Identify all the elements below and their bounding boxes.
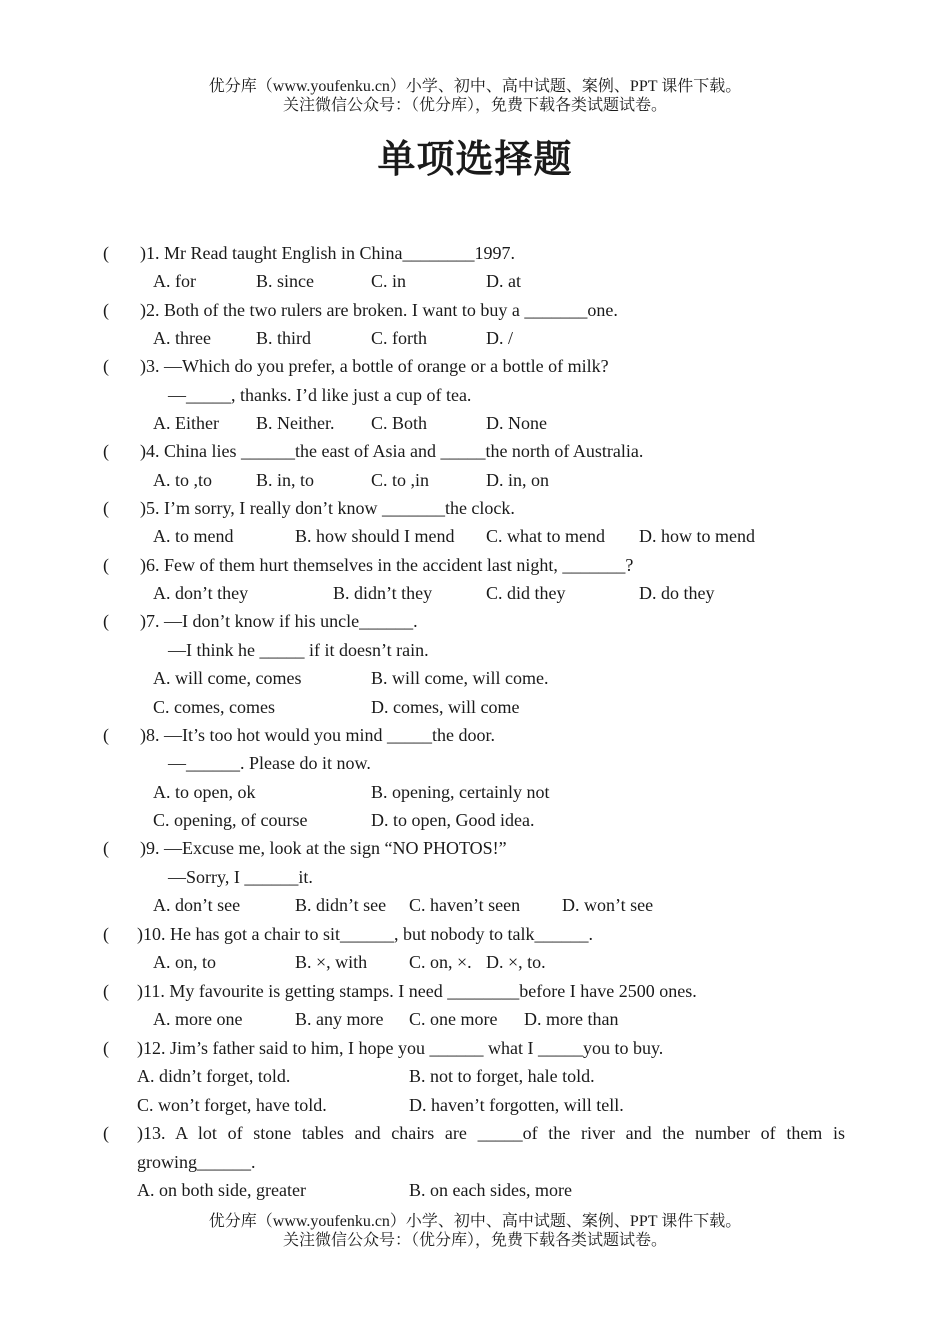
answer-bracket: ( <box>103 356 109 376</box>
option-b: B. on each sides, more <box>409 1180 572 1200</box>
option-c: C. in <box>371 271 407 291</box>
question-stem: )8. —It’s too hot would you mind _____the door. <box>140 725 495 745</box>
option-b: B. opening, certainly not <box>371 782 550 802</box>
option-b: B. any more <box>295 1009 384 1029</box>
option-c: C. one more <box>409 1009 498 1029</box>
answer-bracket: ( <box>103 555 109 575</box>
option-a: A. to mend <box>153 526 234 546</box>
question-reply: —I think he _____ if it doesn’t rain. <box>168 640 429 660</box>
option-d: D. at <box>486 271 521 291</box>
option-a: A. didn’t forget, told. <box>137 1066 291 1086</box>
option-a: A. more one <box>153 1009 243 1029</box>
question-stem: )3. —Which do you prefer, a bottle of orange or a bottle of milk? <box>140 356 609 376</box>
question-stem: )10. He has got a chair to sit______, but nobody to talk______. <box>137 924 593 944</box>
option-a: A. don’t see <box>153 895 241 915</box>
option-b: B. since <box>256 271 314 291</box>
option-a: A. Either <box>153 413 219 433</box>
answer-bracket: ( <box>103 981 109 1001</box>
option-d: D. in, on <box>486 470 549 490</box>
question-stem: )5. I’m sorry, I really don’t know _______the clock. <box>140 498 515 518</box>
option-c: C. won’t forget, have told. <box>137 1095 327 1115</box>
question-stem: )13. A lot of stone tables and chairs are _____of the river and the number of them is <box>137 1123 845 1143</box>
answer-bracket: ( <box>103 441 109 461</box>
option-b: B. not to forget, hale told. <box>409 1066 595 1086</box>
answer-bracket: ( <box>103 725 109 745</box>
option-c: C. haven’t seen <box>409 895 521 915</box>
answer-bracket: ( <box>103 498 109 518</box>
question-stem: )12. Jim’s father said to him, I hope you ______ what I _____you to buy. <box>137 1038 664 1058</box>
question-reply: —Sorry, I ______it. <box>168 867 313 887</box>
option-a: A. to ,to <box>153 470 213 490</box>
option-d: D. to open, Good idea. <box>371 810 535 830</box>
question-stem: )1. Mr Read taught English in China________1997. <box>140 243 515 263</box>
option-c: C. comes, comes <box>153 697 275 717</box>
option-c: C. what to mend <box>486 526 605 546</box>
footer-line-1: 优分库（www.youfenku.cn）小学、初中、高中试题、案例、PPT 课件下载。 <box>208 1213 742 1230</box>
option-c: C. on, ×. <box>409 952 472 972</box>
option-d: D. ×, to. <box>486 952 546 972</box>
answer-bracket: ( <box>103 1038 109 1058</box>
option-d: D. more than <box>524 1009 619 1029</box>
header-line-2: 关注微信公众号：（优分库），免费下载各类试题试卷。 <box>282 97 667 114</box>
option-c: C. opening, of course <box>153 810 308 830</box>
option-c: C. Both <box>371 413 428 433</box>
question-stem: )4. China lies ______the east of Asia and _____the north of Australia. <box>140 441 644 461</box>
question-stem: )7. —I don’t know if his uncle______. <box>140 611 418 631</box>
question-stem: )9. —Excuse me, look at the sign “NO PHOTOS!” <box>140 838 507 858</box>
option-d: D. won’t see <box>562 895 654 915</box>
option-a: A. on both side, greater <box>137 1180 306 1200</box>
option-c: C. did they <box>486 583 566 603</box>
answer-bracket: ( <box>103 300 109 320</box>
page-footer <box>0 1212 950 1250</box>
answer-bracket: ( <box>103 1123 109 1143</box>
page-title: 单项选择题 <box>377 137 573 181</box>
option-d: D. haven’t forgotten, will tell. <box>409 1095 624 1115</box>
option-b: B. third <box>256 328 312 348</box>
option-b: B. didn’t they <box>333 583 433 603</box>
option-b: B. didn’t see <box>295 895 387 915</box>
option-a: A. three <box>153 328 211 348</box>
question-stem: )2. Both of the two rulers are broken. I want to buy a _______one. <box>140 300 618 320</box>
option-c: C. forth <box>371 328 427 348</box>
question-reply: —_____, thanks. I’d like just a cup of tea. <box>168 385 472 405</box>
option-b: B. in, to <box>256 470 315 490</box>
option-d: D. None <box>486 413 547 433</box>
option-d: D. comes, will come <box>371 697 520 717</box>
option-b: B. ×, with <box>295 952 368 972</box>
option-a: A. will come, comes <box>153 668 302 688</box>
question-stem-continued: growing______. <box>137 1152 256 1172</box>
question-stem: )11. My favourite is getting stamps. I need ________before I have 2500 ones. <box>137 981 697 1001</box>
question-reply: —______. Please do it now. <box>168 753 371 773</box>
option-c: C. to ,in <box>371 470 430 490</box>
footer-line-2: 关注微信公众号：（优分库），免费下载各类试题试卷。 <box>282 1232 667 1249</box>
option-b: B. will come, will come. <box>371 668 549 688</box>
option-b: B. how should I mend <box>295 526 455 546</box>
option-d: D. / <box>486 328 513 348</box>
option-d: D. do they <box>639 583 715 603</box>
option-a: A. on, to <box>153 952 216 972</box>
option-a: A. for <box>153 271 196 291</box>
answer-bracket: ( <box>103 924 109 944</box>
question-stem: )6. Few of them hurt themselves in the accident last night, _______? <box>140 555 634 575</box>
answer-bracket: ( <box>103 838 109 858</box>
option-a: A. don’t they <box>153 583 249 603</box>
answer-bracket: ( <box>103 611 109 631</box>
option-b: B. Neither. <box>256 413 335 433</box>
answer-bracket: ( <box>103 243 109 263</box>
option-a: A. to open, ok <box>153 782 256 802</box>
option-d: D. how to mend <box>639 526 755 546</box>
header-line-1: 优分库（www.youfenku.cn）小学、初中、高中试题、案例、PPT 课件下载。 <box>208 78 742 95</box>
